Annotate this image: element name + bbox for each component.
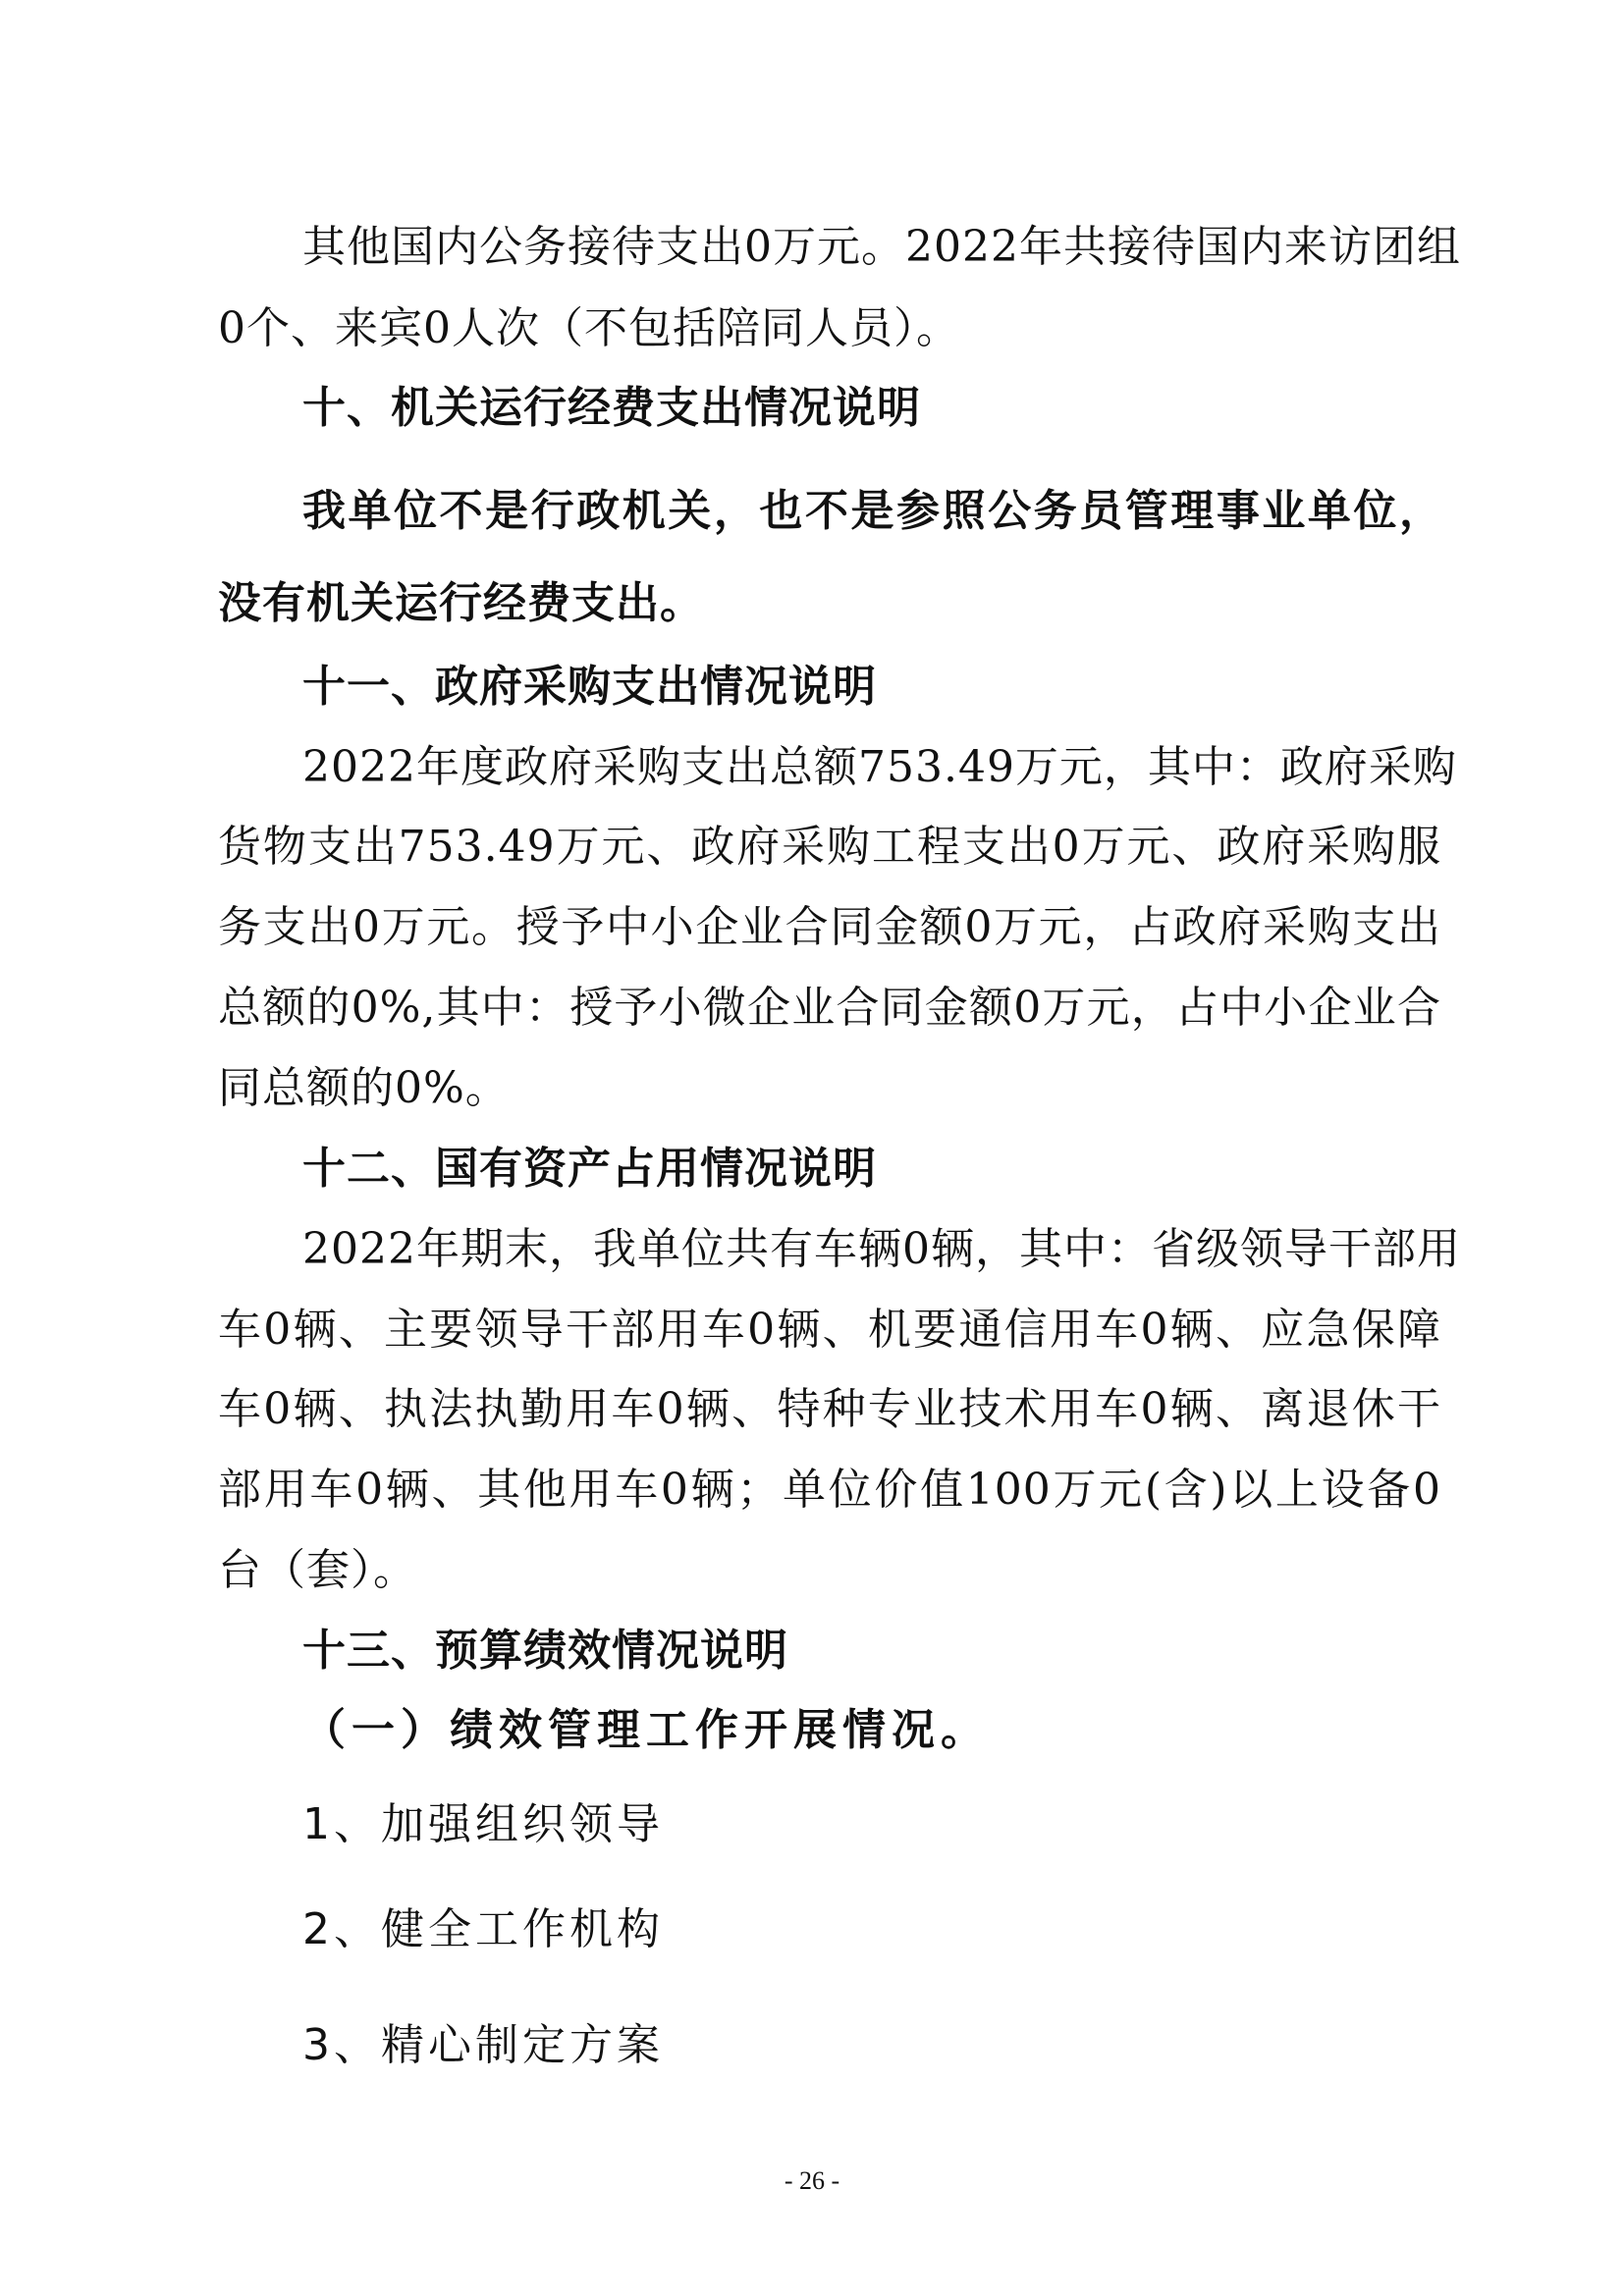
section-heading-11: 十一、政府采购支出情况说明 — [302, 662, 877, 712]
paragraph-line: 总额的0%,其中：授予小微企业合同金额0万元，占中小企业合 — [218, 983, 1441, 1033]
paragraph-line: 同总额的0%。 — [218, 1063, 510, 1113]
paragraph-line: 车0辆、主要领导干部用车0辆、机要通信用车0辆、应急保障 — [218, 1305, 1441, 1355]
paragraph-line: 2022年期末，我单位共有车辆0辆，其中：省级领导干部用 — [302, 1224, 1461, 1274]
paragraph-line: 部用车0辆、其他用车0辆；单位价值100万元(含)以上设备0 — [218, 1465, 1441, 1515]
section-heading-10: 十、机关运行经费支出情况说明 — [302, 383, 921, 433]
paragraph-line: 务支出0万元。授予中小企业合同金额0万元，占政府采购支出 — [218, 902, 1441, 952]
subsection-heading: （一）绩效管理工作开展情况。 — [302, 1705, 990, 1755]
list-item: 1、加强组织领导 — [302, 1799, 664, 1849]
paragraph-line: 没有机关运行经费支出。 — [218, 578, 704, 628]
paragraph-line: 0个、来宾0人次（不包括陪同人员）。 — [218, 303, 960, 353]
list-item: 3、精心制定方案 — [302, 2020, 664, 2070]
paragraph-line: 其他国内公务接待支出0万元。2022年共接待国内来访团组 — [302, 222, 1461, 272]
section-heading-12: 十二、国有资产占用情况说明 — [302, 1144, 877, 1194]
paragraph-line: 我单位不是行政机关，也不是参照公务员管理事业单位， — [302, 486, 1443, 536]
paragraph-line: 台（套）。 — [218, 1545, 417, 1595]
section-heading-13: 十三、预算绩效情况说明 — [302, 1626, 788, 1676]
paragraph-line: 2022年度政府采购支出总额753.49万元，其中：政府采购 — [302, 742, 1457, 792]
page-number: - 26 - — [784, 2166, 840, 2195]
list-item: 2、健全工作机构 — [302, 1904, 664, 1954]
paragraph-line: 货物支出753.49万元、政府采购工程支出0万元、政府采购服 — [218, 822, 1441, 872]
paragraph-line: 车0辆、执法执勤用车0辆、特种专业技术用车0辆、离退休干 — [218, 1384, 1441, 1434]
